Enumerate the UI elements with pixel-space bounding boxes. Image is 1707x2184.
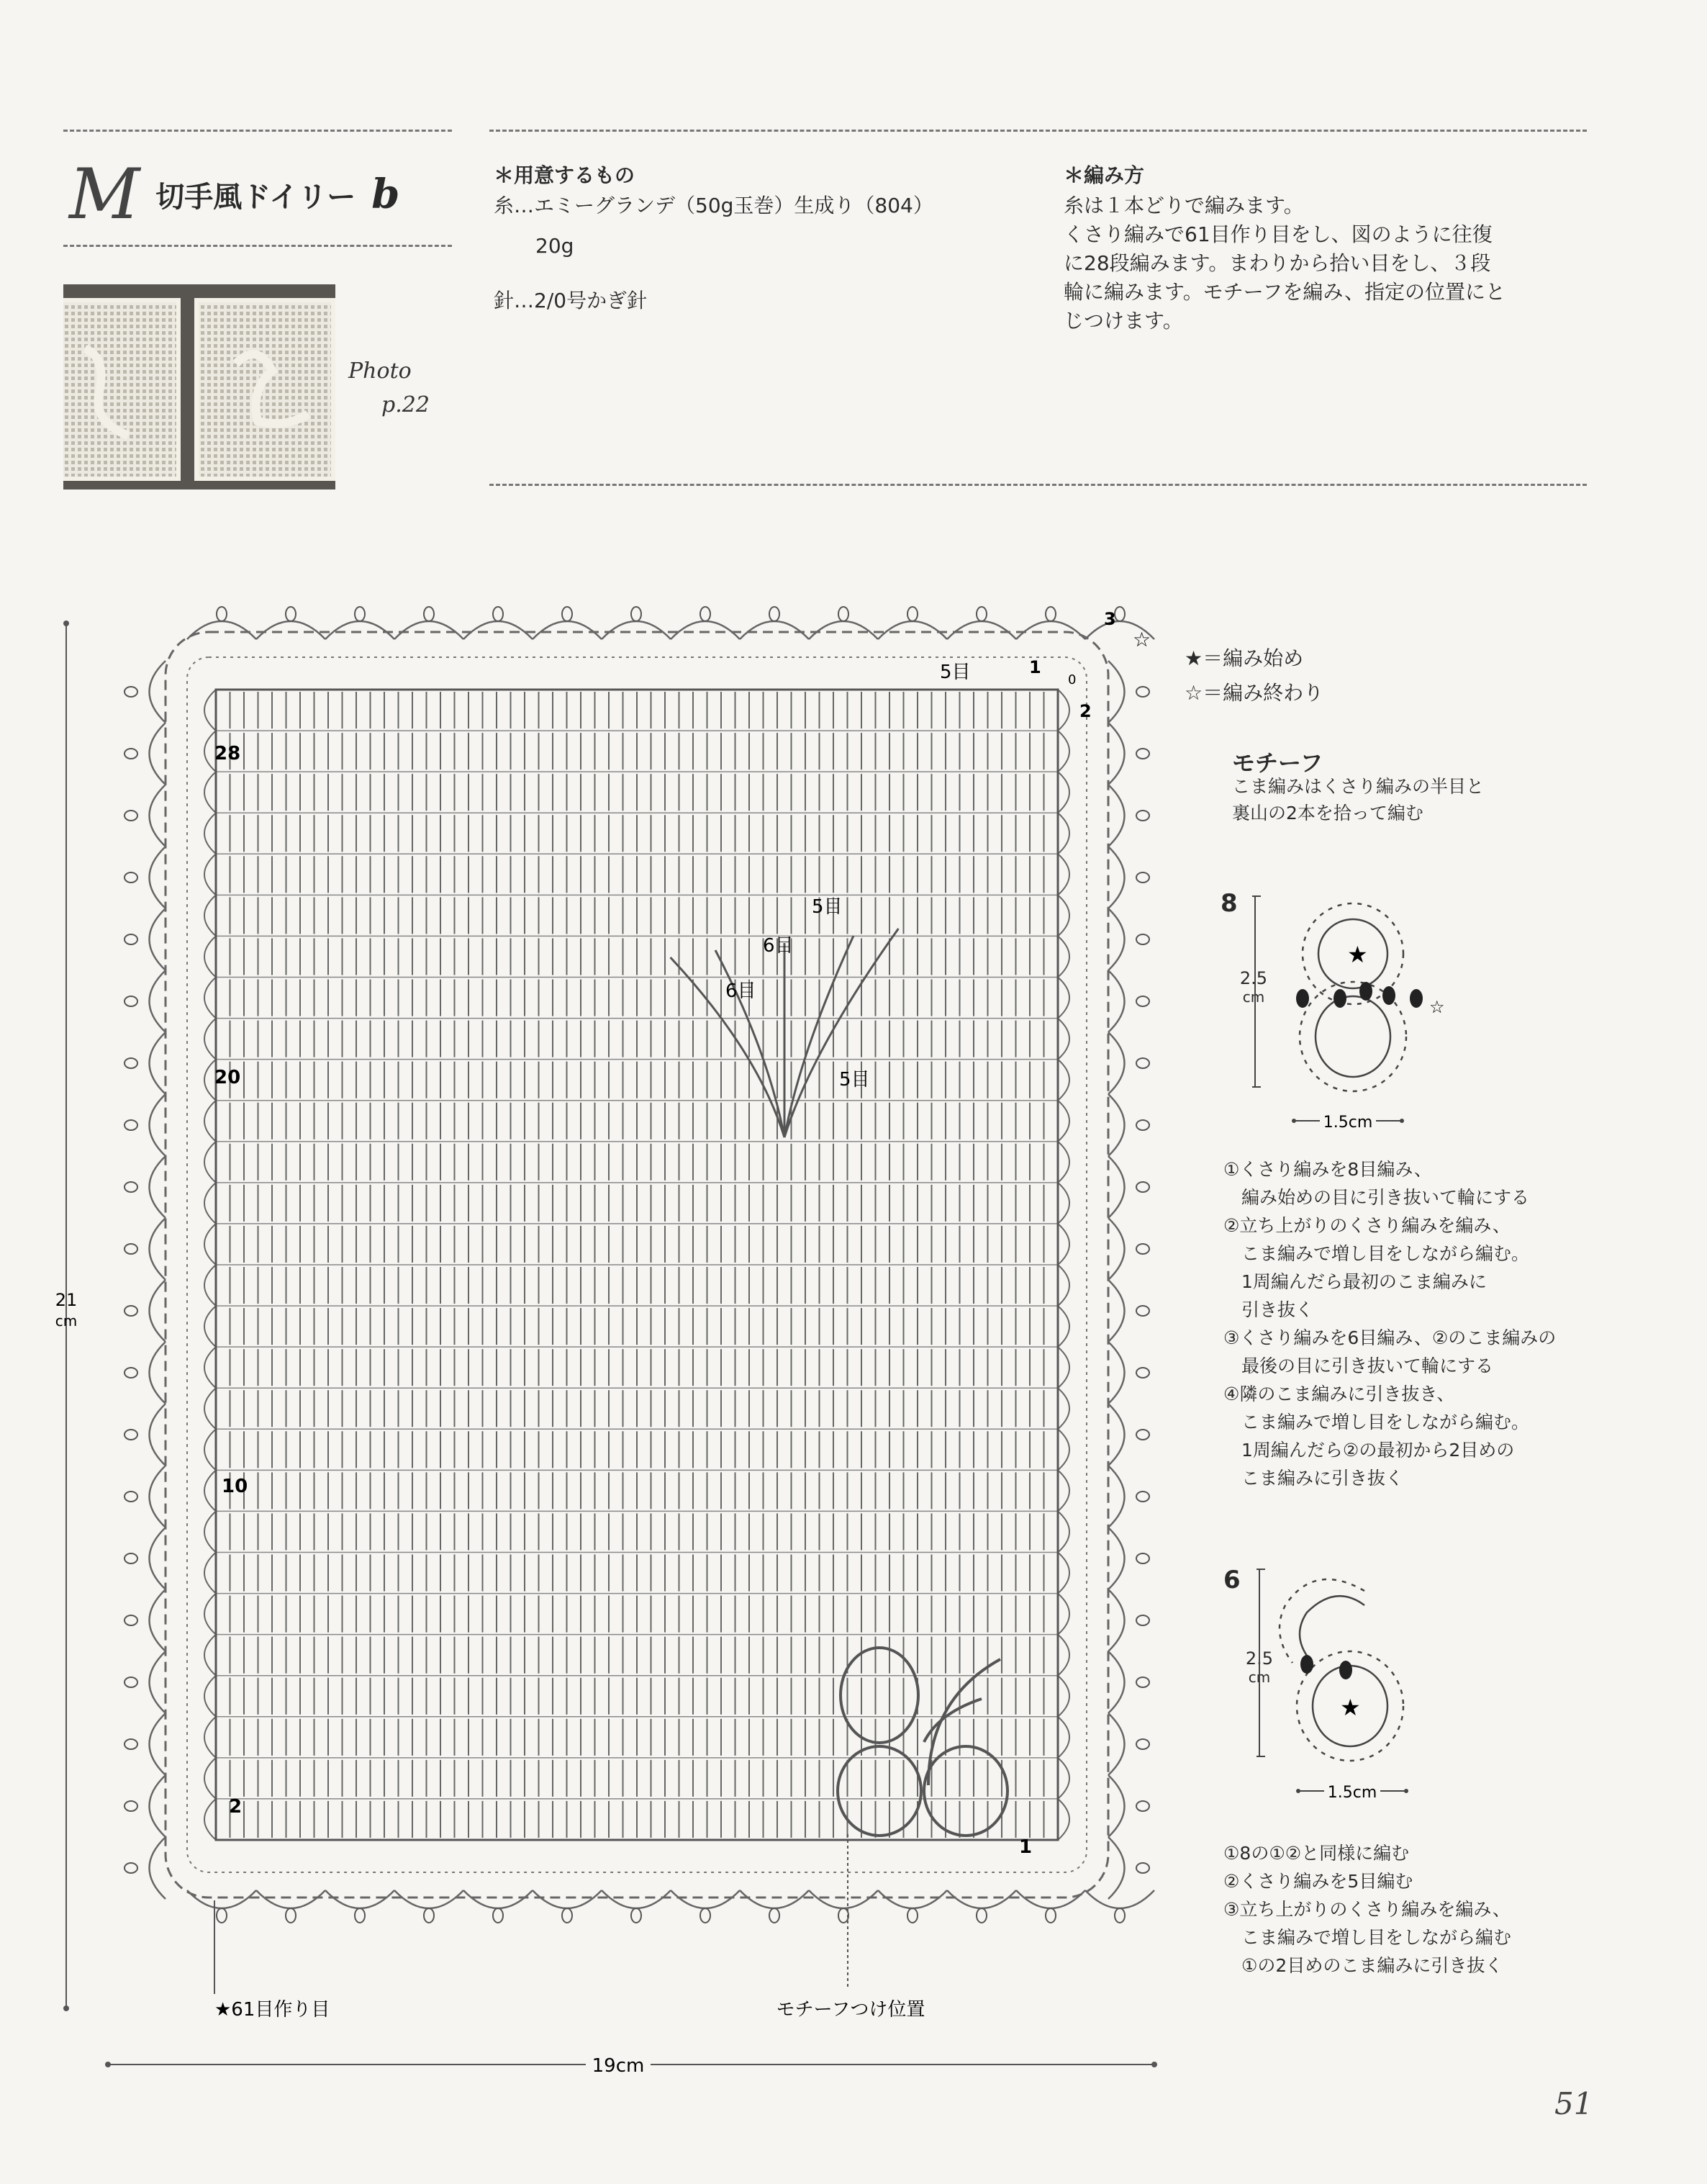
motif-8-diagram bbox=[1252, 889, 1468, 1134]
motif-6-step: ②くさり編みを5目編む bbox=[1223, 1871, 1413, 1892]
page-number: 51 bbox=[1554, 2086, 1593, 2121]
motif-8-width: 1.5cm bbox=[1323, 1114, 1373, 1132]
motif-6-step: こま編みで増し目をしながら編む bbox=[1223, 1927, 1512, 1948]
row-label-2: 2 bbox=[229, 1796, 243, 1818]
yarn-amount: 20g bbox=[535, 234, 574, 258]
motif-6-steps bbox=[1223, 1839, 1626, 1980]
motif-note bbox=[1232, 773, 1484, 826]
instructions-line-3: に28段編みます。まわりから拾い目をし、３段 bbox=[1064, 251, 1491, 275]
motif-6-diagram bbox=[1257, 1562, 1444, 1807]
instructions-line-2: くさり編みで61目作り目をし、図のように往復 bbox=[1064, 222, 1493, 246]
title-variant: b bbox=[371, 171, 400, 218]
motif-8-step: 最後の目に引き抜いて輪にする bbox=[1223, 1355, 1494, 1376]
motif-8-step: ②立ち上がりのくさり編みを編み、 bbox=[1223, 1215, 1511, 1236]
motif-6-width: 1.5cm bbox=[1327, 1784, 1377, 1802]
motif-8-step: 1周編んだら②の最初から2目めの bbox=[1223, 1440, 1515, 1461]
height-dimension-number: 21 bbox=[55, 1290, 78, 1310]
count-label-5me-low: 5目 bbox=[839, 1069, 870, 1091]
motif-heading: モチーフ bbox=[1232, 749, 1323, 777]
width-dimension: 19cm bbox=[592, 2055, 645, 2077]
motif-8-step: こま編みで増し目をしながら編む。 bbox=[1223, 1412, 1530, 1432]
materials-heading: ＊用意するもの bbox=[494, 163, 635, 187]
photo-caption-page: p.22 bbox=[381, 392, 430, 418]
motif-6-step: ①の2目めのこま編みに引き抜く bbox=[1223, 1955, 1503, 1976]
motif-6-step: ①8の①②と同様に編む bbox=[1223, 1843, 1410, 1864]
row-label-28: 28 bbox=[214, 743, 241, 764]
motif-8-step: 編み始めの目に引き抜いて輪にする bbox=[1223, 1187, 1530, 1208]
count-label-6me-b: 6目 bbox=[725, 980, 756, 1002]
legend-start: ★＝編み始め bbox=[1185, 646, 1304, 670]
motif-8-step: ④隣のこま編みに引き抜き、 bbox=[1223, 1384, 1455, 1404]
motif-note-line-1: こま編みはくさり編みの半目と bbox=[1232, 776, 1485, 797]
motif-note-line-2: 裏山の2本を拾って編む bbox=[1232, 803, 1423, 823]
yarn-line: 糸…エミーグランデ（50g玉巻）生成り（804） bbox=[494, 194, 933, 217]
motif-6-start-star: ★ bbox=[1340, 1694, 1361, 1721]
motif-6-step: ③立ち上がりのくさり編みを編み、 bbox=[1223, 1899, 1511, 1920]
border-row-label-2: 2 bbox=[1079, 701, 1092, 721]
motif-8-step: こま編みに引き抜く bbox=[1223, 1468, 1404, 1489]
motif-8-step: ③くさり編みを6目編み、②のこま編みの bbox=[1223, 1327, 1557, 1348]
motif-8-step: ①くさり編みを8目編み、 bbox=[1223, 1159, 1432, 1180]
height-dimension-unit: cm bbox=[55, 1312, 78, 1330]
row-label-10: 10 bbox=[222, 1476, 248, 1497]
hook-line: 針…2/0号かぎ針 bbox=[494, 289, 648, 312]
chart-end-star: ☆ bbox=[1133, 628, 1151, 651]
instructions-line-1: 糸は１本どりで編みます。 bbox=[1064, 194, 1304, 217]
title-letter: M bbox=[69, 154, 140, 235]
motif-8-step: 1周編んだら最初のこま編みに bbox=[1223, 1271, 1487, 1292]
photo-caption-word: Photo bbox=[348, 358, 412, 384]
row-label-20: 20 bbox=[214, 1067, 241, 1088]
count-label-5me-top: 5目 bbox=[940, 662, 971, 683]
legend-end: ☆＝編み終わり bbox=[1185, 681, 1324, 705]
motif-8-step: 引き抜く bbox=[1223, 1299, 1314, 1320]
motif-8-height-unit: cm bbox=[1242, 988, 1265, 1006]
border-row-label-1: 1 bbox=[1029, 657, 1041, 677]
motif-8-end-star: ☆ bbox=[1429, 997, 1445, 1017]
motif-8-height-num: 2.5 bbox=[1239, 968, 1268, 988]
motif-6-height-num: 2.5 bbox=[1245, 1648, 1274, 1669]
count-label-6me-a: 6目 bbox=[763, 935, 794, 957]
motif-6-numeral: 6 bbox=[1223, 1566, 1241, 1594]
motif-position-label: モチーフつけ位置 bbox=[776, 1999, 925, 2021]
border-row-label-3: 3 bbox=[1104, 609, 1116, 629]
border-row-zero: 0 bbox=[1068, 672, 1077, 687]
instructions-heading: ＊編み方 bbox=[1064, 163, 1145, 187]
motif-8-steps bbox=[1223, 1155, 1626, 1492]
count-label-5me-mid: 5目 bbox=[812, 896, 843, 918]
instructions-line-4: 輪に編みます。モチーフを編み、指定の位置にと bbox=[1064, 280, 1506, 304]
instructions-line-5: じつけます。 bbox=[1064, 309, 1183, 333]
row-label-1: 1 bbox=[1019, 1836, 1033, 1858]
page-title: 切手風ドイリー bbox=[155, 180, 356, 214]
motif-8-numeral: 8 bbox=[1221, 889, 1238, 918]
foundation-label: ★61目作り目 bbox=[214, 1999, 330, 2021]
motif-6-height-unit: cm bbox=[1248, 1669, 1271, 1686]
motif-8-step: こま編みで増し目をしながら編む。 bbox=[1223, 1243, 1530, 1264]
motif-8-start-star: ★ bbox=[1347, 941, 1368, 968]
chart-grid bbox=[124, 607, 1154, 1923]
